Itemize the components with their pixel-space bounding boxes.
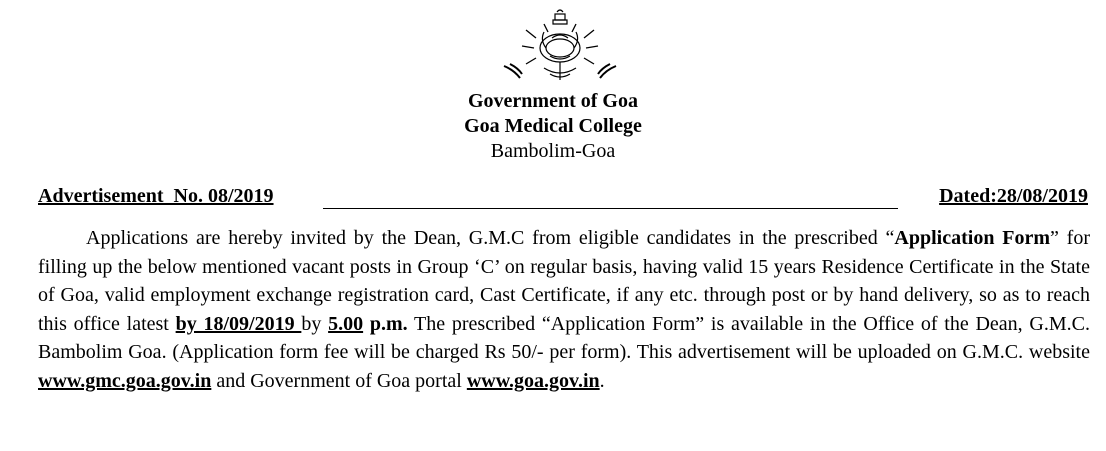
application-form-bold: Application Form — [894, 227, 1050, 249]
body-text-1: Applications are hereby invited by the Dean, G.M.C from eligible candidates in the prescribed — [86, 227, 886, 249]
advertisement-line — [38, 185, 1088, 211]
body-text-3: ” for filling up the below mentioned vacant posts in Group ‘C’ on regular basis, having valid 15 years Residence Certificate in the State of Goa, valid employment exchange registration card, Cast Certificate, if any etc. through post or by hand delivery, so as to reach this office latest — [38, 227, 1090, 335]
location-title: Bambolim-Goa — [490, 140, 616, 162]
gmc-website-link[interactable]: www.gmc.goa.gov.in — [38, 369, 212, 392]
body-text-5: The prescribed “Application Form” is available in the Office of the Dean, G.M.C. Bambolim Goa. (Application form fee will be charged Rs 50/- per form). This advertisement will be uploaded on G.M.C. website — [38, 312, 1090, 364]
goa-portal-link[interactable]: www.goa.gov.in — [466, 369, 600, 392]
underline-divider — [323, 208, 898, 209]
deadline-date: by 18/09/2019 — [175, 312, 302, 335]
advertisement-date: Dated:28/08/2019 — [939, 185, 1088, 207]
body-text-4: by — [301, 312, 329, 335]
advertisement-number: Advertisement No. 08/2019 — [38, 185, 274, 207]
government-title: Government of Goa — [468, 90, 638, 112]
wreath-icon — [540, 32, 580, 62]
deadline-pm: p.m. — [363, 312, 408, 335]
ribbon-icon — [544, 62, 576, 80]
lion-capital-icon — [553, 10, 567, 24]
leaves-icon — [522, 24, 598, 64]
goa-government-emblem — [500, 8, 620, 86]
body-quote-open: “ — [885, 227, 895, 249]
body-text-6: and Government of Goa portal — [211, 369, 467, 392]
deadline-time: 5.00 — [328, 312, 364, 335]
header — [0, 89, 1106, 164]
advertisement-body — [38, 224, 1090, 396]
college-title: Goa Medical College — [464, 115, 642, 137]
body-text-7: . — [599, 369, 605, 392]
